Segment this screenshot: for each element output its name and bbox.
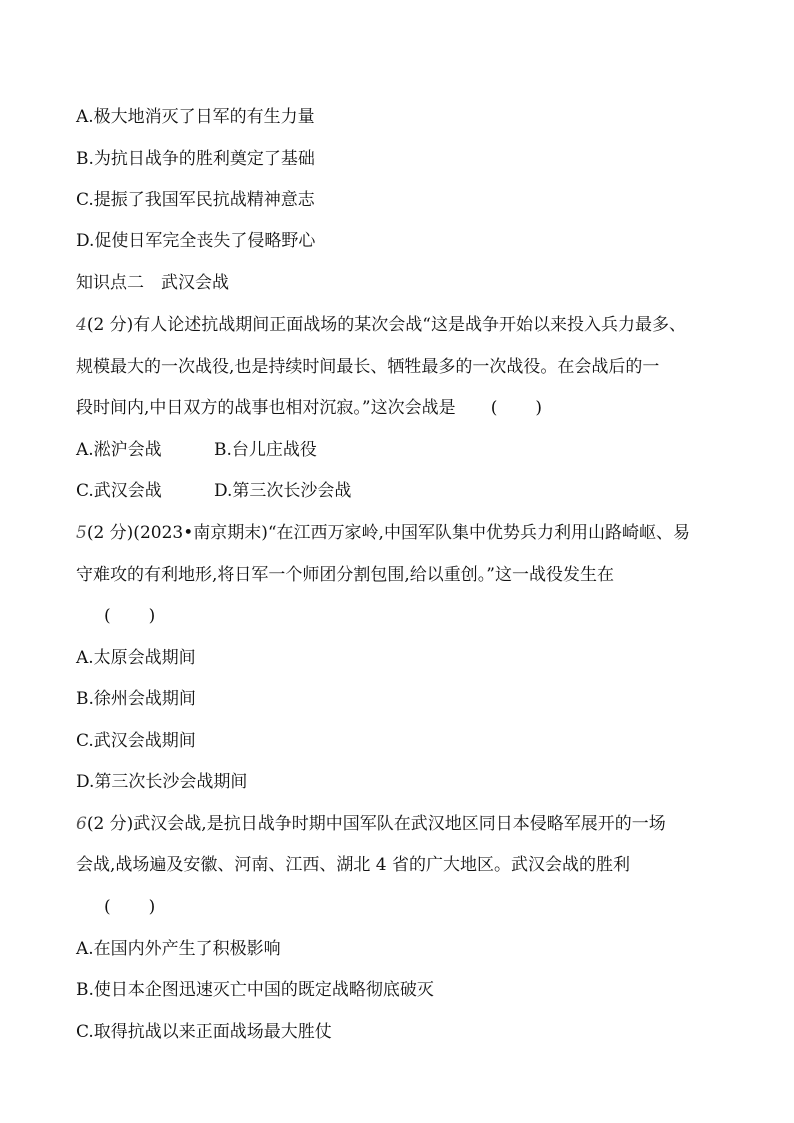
q5-text-1: (2 分)(2023•南京期末)“在江西万家岭,中国军队集中优势兵力利用山路崎岖、易	[86, 523, 690, 543]
q4-text-1: (2 分)有人论述抗战期间正面战场的某次会战“这是战争开始以来投入兵力最多、	[86, 315, 687, 335]
q3-option-b: B.为抗日战争的胜利奠定了基础	[76, 149, 315, 169]
q6-answer-blank: ( )	[104, 897, 156, 917]
section-heading: 知识点二 武汉会战	[76, 273, 229, 293]
q4-number: 4	[76, 315, 87, 335]
q6-option-a: A.在国内外产生了积极影响	[76, 939, 281, 959]
q4-stem-line-2: 规模最大的一次战役,也是持续时间最长、牺牲最多的一次战役。在会战后的一	[76, 357, 660, 377]
q4-stem-line-3	[76, 396, 544, 420]
q6-stem-line-1	[76, 812, 666, 836]
q5-option-a: A.太原会战期间	[76, 648, 196, 668]
q4-option-c: C.武汉会战	[76, 481, 162, 501]
q4-stem-line-1	[76, 313, 686, 337]
q5-option-b: B.徐州会战期间	[76, 689, 196, 709]
q5-stem-line-1	[76, 521, 690, 545]
q4-option-d: D.第三次长沙会战	[214, 481, 352, 501]
q6-text-1: (2 分)武汉会战,是抗日战争时期中国军队在武汉地区同日本侵略军展开的一场	[86, 814, 666, 834]
q5-stem-line-2: 守难攻的有利地形,将日军一个师团分割包围,给以重创。”这一战役发生在	[76, 565, 614, 585]
q3-option-d: D.促使日军完全丧失了侵略野心	[76, 231, 316, 251]
q4-options-row-1	[76, 438, 317, 462]
q6-stem-line-2: 会战,战场遍及安徽、河南、江西、湖北 4 省的广大地区。武汉会战的胜利	[76, 855, 631, 875]
q6-number: 6	[76, 814, 87, 834]
q5-option-d: D.第三次长沙会战期间	[76, 772, 248, 792]
q4-text-3: 段时间内,中日双方的战事也相对沉寂。”这次会战是	[76, 398, 456, 418]
q5-number: 5	[76, 523, 87, 543]
q3-option-c: C.提振了我国军民抗战精神意志	[76, 190, 315, 210]
q4-option-b: B.台儿庄战役	[214, 440, 317, 460]
q4-options-row-2	[76, 479, 351, 503]
q6-option-c: C.取得抗战以来正面战场最大胜仗	[76, 1022, 332, 1042]
q4-answer-blank: ( )	[490, 398, 543, 418]
q5-option-c: C.武汉会战期间	[76, 731, 196, 751]
q5-answer-blank: ( )	[104, 606, 156, 626]
q6-option-b: B.使日本企图迅速灭亡中国的既定战略彻底破灭	[76, 980, 434, 1000]
q3-option-a: A.极大地消灭了日军的有生力量	[76, 107, 315, 127]
q4-option-a: A.淞沪会战	[76, 440, 162, 460]
